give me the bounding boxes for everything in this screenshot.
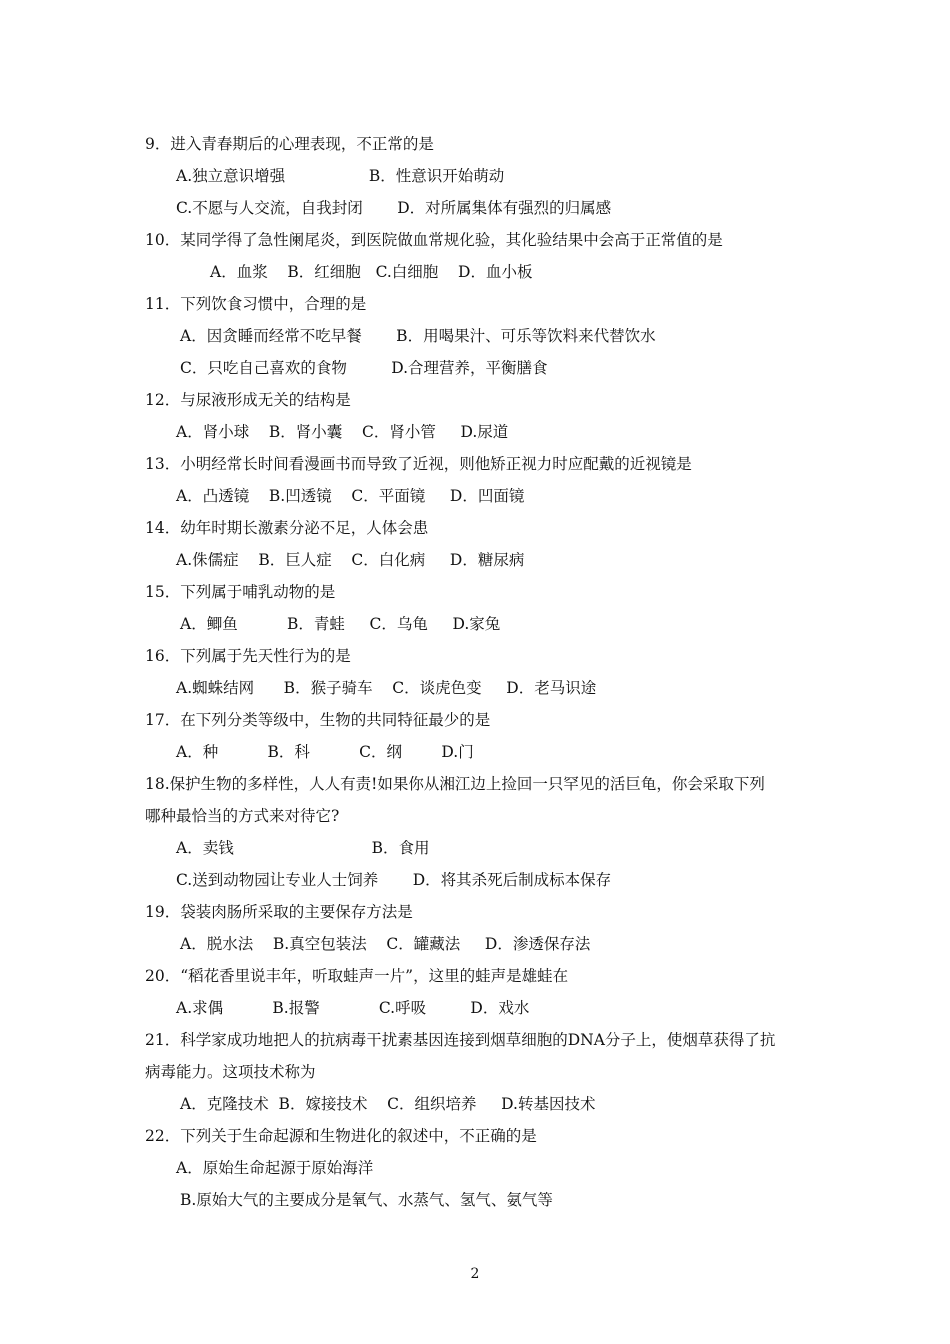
question-21-options: A．克隆技术 B．嫁接技术 C．组织培养 D.转基因技术: [180, 1095, 596, 1113]
question-9-options-cd: C.不愿与人交流，自我封闭 D．对所属集体有强烈的归属感: [176, 199, 612, 217]
question-11-options-ab: A．因贪睡而经常不吃早餐 B．用喝果汁、可乐等饮料来代替饮水: [180, 327, 656, 345]
question-22: 22．下列关于生命起源和生物进化的叙述中，不正确的是: [145, 1127, 537, 1145]
question-11: 11．下列饮食习惯中，合理的是: [145, 295, 367, 313]
question-19: 19．袋装肉肠所采取的主要保存方法是: [145, 903, 413, 921]
question-22-option-a: A．原始生命起源于原始海洋: [176, 1159, 374, 1177]
question-18: 18.保护生物的多样性，人人有责!如果你从湘江边上捡回一只罕见的活巨龟，你会采取下列: [145, 775, 765, 793]
question-20-options: A.求偶 B.报警 C.呼吸 D．戏水: [176, 999, 530, 1017]
question-21-continued: 病毒能力。这项技术称为: [145, 1063, 316, 1081]
question-14: 14．幼年时期长激素分泌不足，人体会患: [145, 519, 429, 537]
question-15: 15．下列属于哺乳动物的是: [145, 583, 336, 601]
question-20: 20．“稻花香里说丰年，听取蛙声一片”，这里的蛙声是雄蛙在: [145, 967, 569, 985]
question-16-options: A.蜘蛛结网 B．猴子骑车 C．谈虎色变 D．老马识途: [176, 679, 597, 697]
question-18-continued: 哪种最恰当的方式来对待它?: [145, 807, 340, 825]
question-11-options-cd: C．只吃自己喜欢的食物 D.合理营养，平衡膳食: [180, 359, 548, 377]
question-21: 21．科学家成功地把人的抗病毒干扰素基因连接到烟草细胞的DNA分子上，使烟草获得了抗: [145, 1031, 776, 1049]
question-17: 17．在下列分类等级中，生物的共同特征最少的是: [145, 711, 491, 729]
question-17-options: A．种 B．科 C．纲 D.门: [176, 743, 474, 761]
question-12: 12．与尿液形成无关的结构是: [145, 391, 351, 409]
question-9: 9．进入青春期后的心理表现，不正常的是: [145, 135, 434, 153]
question-15-options: A．鲫鱼 B．青蛙 C．乌龟 D.家兔: [180, 615, 501, 633]
question-12-options: A．肾小球 B．肾小囊 C．肾小管 D.尿道: [176, 423, 509, 441]
question-18-options-ab: A．卖钱 B．食用: [176, 839, 430, 857]
question-9-options-ab: A.独立意识增强 B．性意识开始萌动: [176, 167, 505, 185]
question-13-options: A．凸透镜 B.凹透镜 C．平面镜 D．凹面镜: [176, 487, 525, 505]
question-16: 16．下列属于先天性行为的是: [145, 647, 351, 665]
question-18-options-cd: C.送到动物园让专业人士饲养 D．将其杀死后制成标本保存: [176, 871, 612, 889]
question-10: 10．某同学得了急性阑尾炎，到医院做血常规化验，其化验结果中会高于正常值的是: [145, 231, 723, 249]
question-22-option-b: B.原始大气的主要成分是氧气、水蒸气、氢气、氨气等: [180, 1191, 553, 1209]
question-10-options: A．血浆 B．红细胞 C.白细胞 D．血小板: [210, 263, 533, 281]
question-13: 13．小明经常长时间看漫画书而导致了近视，则他矫正视力时应配戴的近视镜是: [145, 455, 692, 473]
question-14-options: A.侏儒症 B．巨人症 C．白化病 D．糖尿病: [176, 551, 525, 569]
page-number: 2: [470, 1266, 480, 1282]
question-19-options: A．脱水法 B.真空包装法 C．罐藏法 D．渗透保存法: [180, 935, 591, 953]
